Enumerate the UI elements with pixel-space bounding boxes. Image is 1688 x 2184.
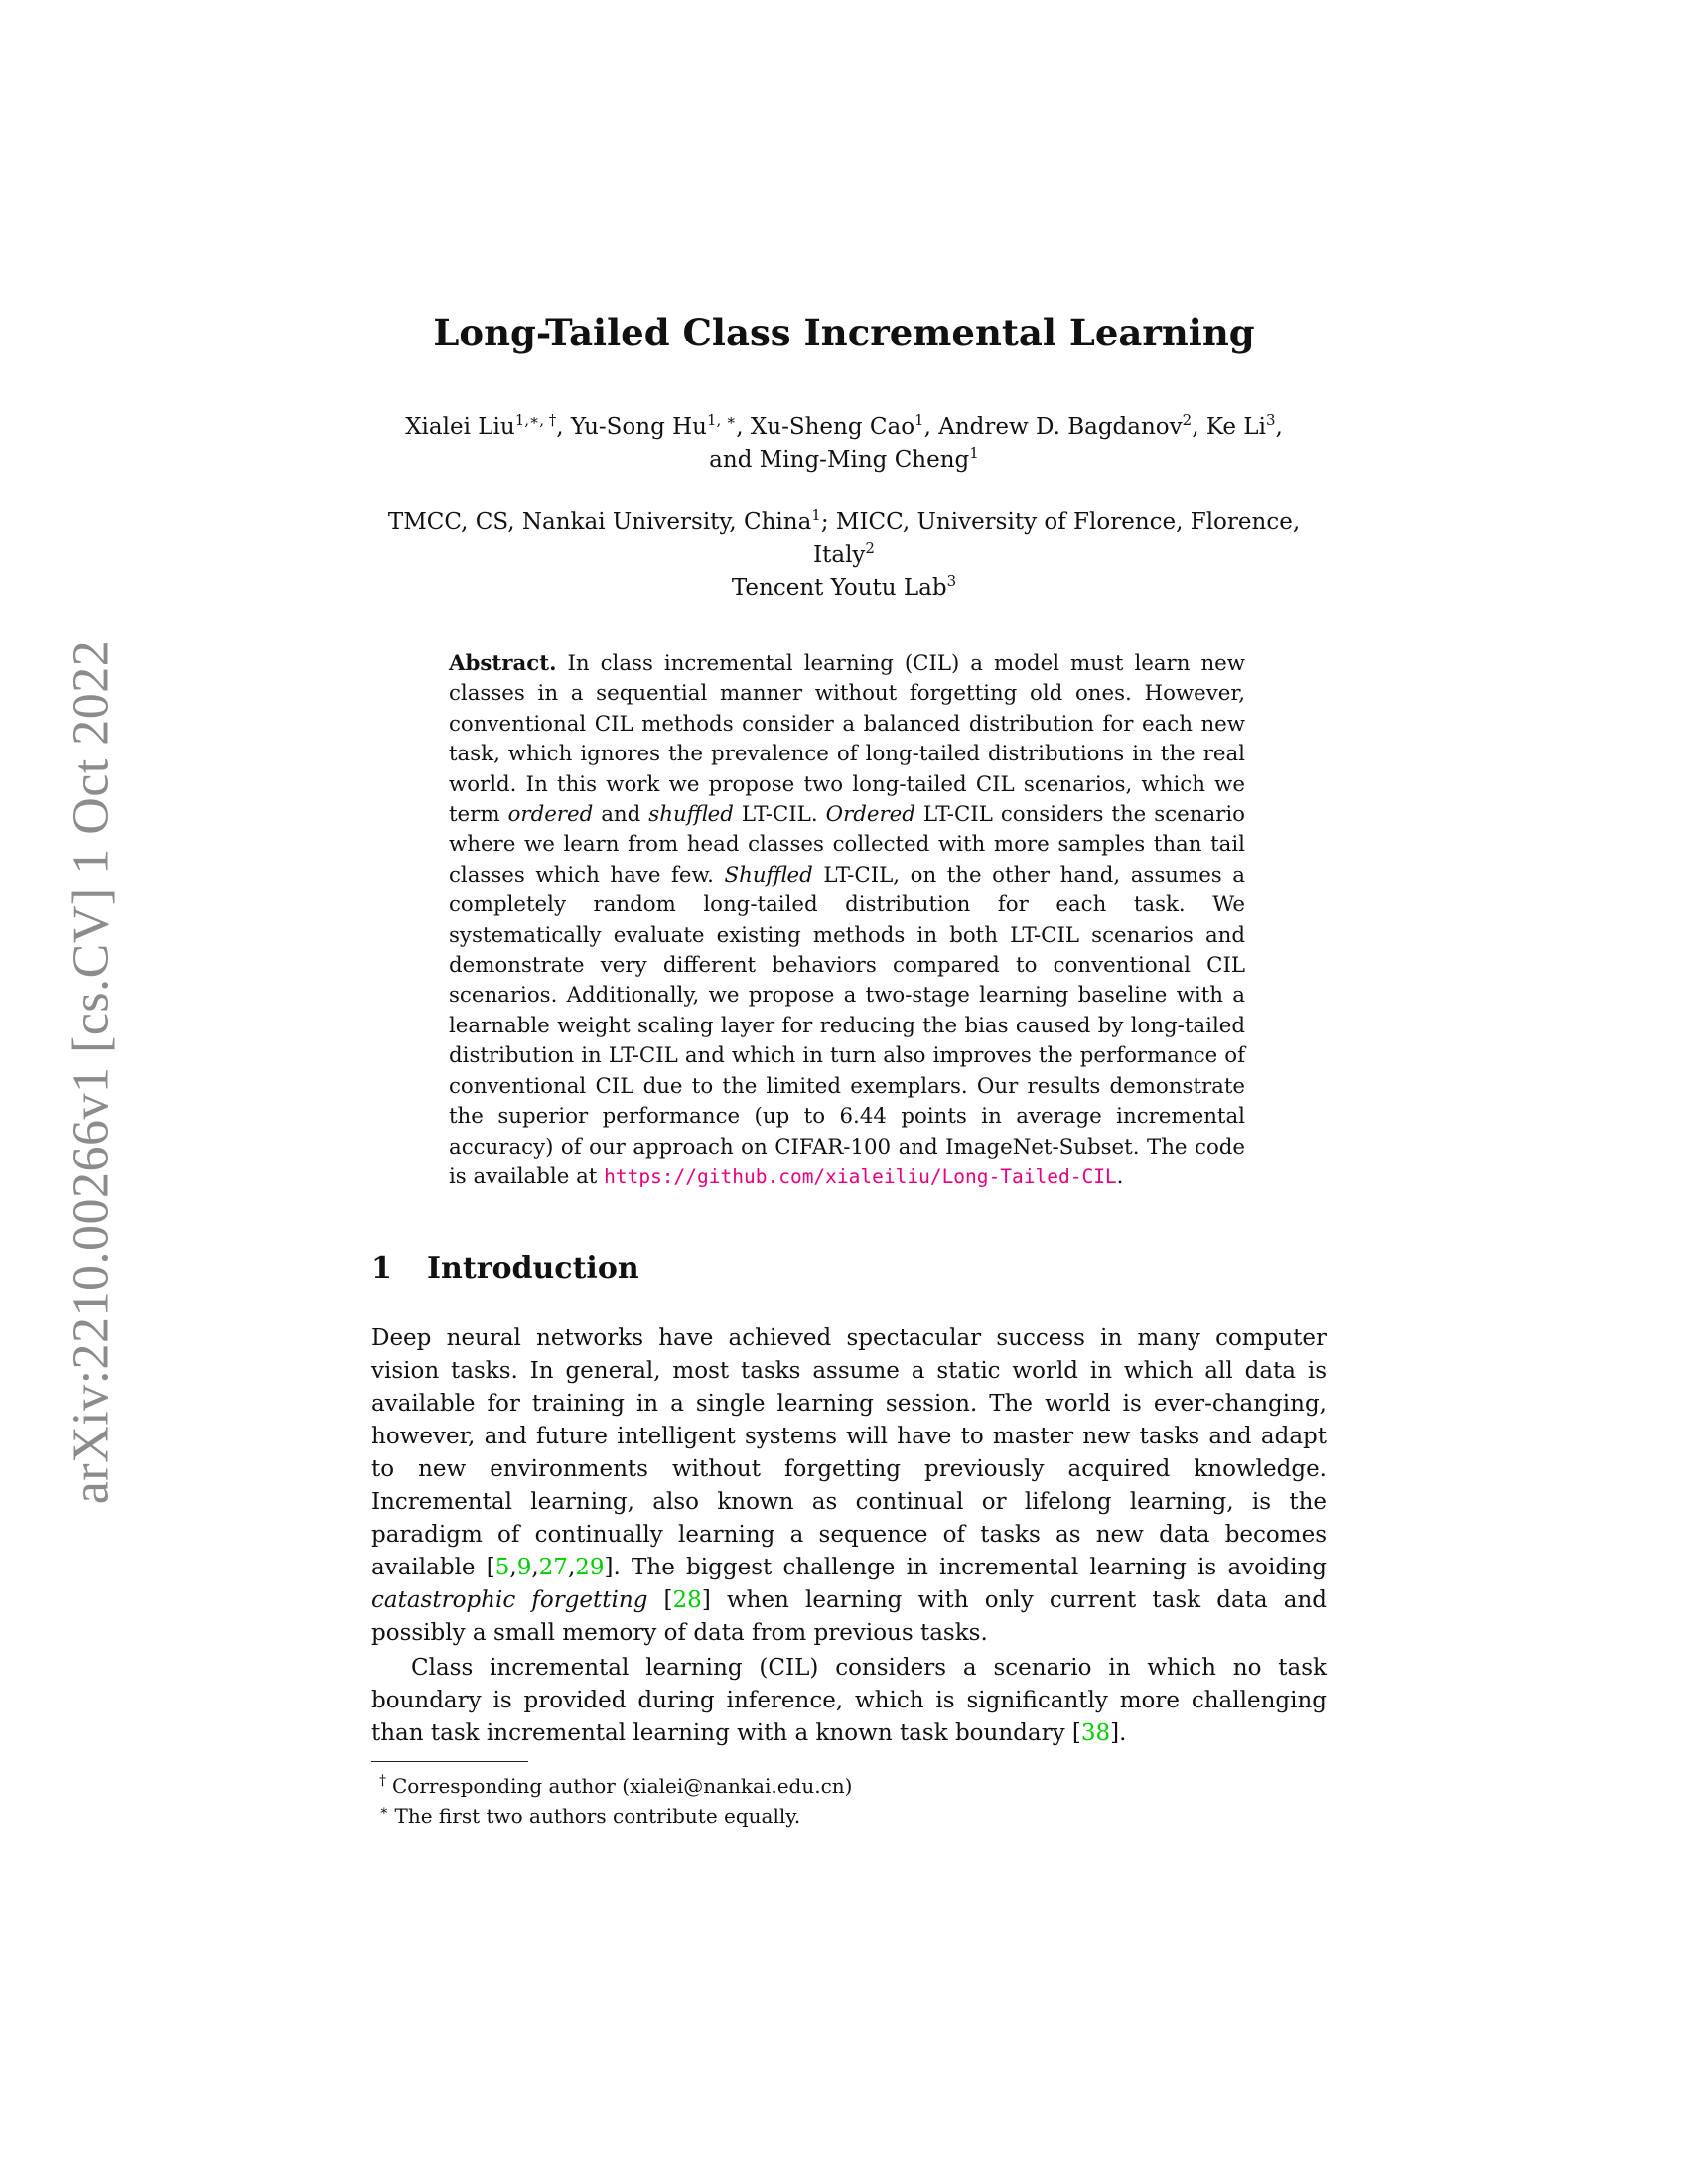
abstract-text: .: [1116, 1163, 1124, 1189]
affiliation-mark: 2: [865, 539, 875, 557]
affiliation-text: Tencent Youtu Lab: [731, 575, 947, 601]
author-name: Andrew D. Bagdanov: [938, 414, 1183, 440]
citation-link[interactable]: 27: [538, 1555, 568, 1580]
citation-link[interactable]: 9: [516, 1555, 532, 1580]
footnotes: [379, 1771, 1313, 1831]
abstract-text: and: [593, 802, 649, 828]
intro-paragraph-2: [371, 1652, 1327, 1750]
footnote-text: Corresponding author (xialei@nankai.edu.cn): [392, 1774, 853, 1798]
citation-link[interactable]: 29: [575, 1555, 605, 1580]
arxiv-identifier-stamp: arXiv:2210.00266v1 [cs.CV] 1 Oct 2022: [63, 639, 120, 1505]
footnote-text: The first two authors contribute equally.: [394, 1804, 801, 1828]
author-affiliation-mark: 1: [969, 444, 979, 462]
footnote-corresponding-author: [379, 1771, 1313, 1801]
abstract-emphasis: Ordered: [825, 802, 915, 828]
author-list: Xialei Liu$^{1,∗, \dagger}$, Yu-Song $Hu^{1, ∗}$, Xu-Sheng Cao$^1$, Andrew D. Bagdanov$^2$, Ke Li$^3$, and Ming-Ming Cheng$^1$: [405, 411, 1283, 473]
author-affiliation-mark: 2: [1182, 411, 1193, 429]
author-name: Ke Li: [1205, 414, 1266, 440]
footnote-equal-contribution: [379, 1801, 1313, 1831]
author-name: Xu-Sheng Cao: [750, 414, 915, 440]
author-affiliation-mark: 1, ∗: [706, 411, 737, 429]
abstract-emphasis: ordered: [507, 802, 594, 828]
citation-link[interactable]: 5: [494, 1555, 510, 1580]
abstract-text: LT-CIL considers the scenario where we learn from head classes collected with more samples than tail classes which have few.: [449, 802, 1245, 887]
abstract-emphasis: Shuffled: [724, 862, 813, 887]
abstract-emphasis: shuffled: [648, 802, 734, 828]
abstract-label: Abstract.: [449, 651, 557, 676]
body-text: ].: [1110, 1720, 1127, 1746]
author-name: Xialei Liu: [405, 414, 515, 440]
intro-paragraph-1: [371, 1322, 1327, 1650]
abstract-text: In class incremental learning (CIL) a model must learn new classes in a sequential manner without forgetting old ones. However, conventional CIL methods consider a balanced distribution for each new task, which ignores the prevalence of long-tailed distributions in the real world. In this work we propose two long-tailed CIL scenarios, which we term: [449, 651, 1245, 828]
author-affiliation-mark: 1,∗, †: [514, 411, 557, 429]
affiliation-text: TMCC, CS, Nankai University, China: [387, 509, 812, 535]
citation-separator: ,: [509, 1555, 517, 1580]
citation-separator: ,: [567, 1555, 576, 1580]
author-name: Yu-Song Hu: [570, 414, 707, 440]
section-title: Introduction: [427, 1251, 639, 1286]
section-heading-introduction: [371, 1249, 639, 1289]
body-text: ] when learning with only current task data and possibly a small memory of data from previous tasks.: [371, 1587, 1327, 1646]
footnote-divider: [371, 1761, 528, 1762]
citation-separator: ,: [531, 1555, 539, 1580]
section-number: 1: [371, 1251, 392, 1286]
body-text: [: [647, 1587, 673, 1613]
code-repository-link[interactable]: https://github.com/xialeiliu/Long-Tailed-CIL: [604, 1164, 1117, 1188]
paper-title: Long-Tailed Class Incremental Learning: [433, 311, 1255, 354]
citation-link[interactable]: 28: [672, 1587, 702, 1613]
author-affiliation-mark: 3: [1265, 411, 1276, 429]
footnote-mark: ∗: [379, 1803, 389, 1819]
author-name: and Ming-Ming Cheng: [709, 447, 970, 473]
affiliation-mark: 1: [811, 506, 821, 524]
footnote-mark: †: [379, 1773, 386, 1789]
abstract: [449, 649, 1245, 1192]
abstract-text: LT-CIL, on the other hand, assumes a completely random long-tailed distribution for each task. We systematically evaluate existing methods in both LT-CIL scenarios and demonstrate very different behaviors compared to conventional CIL scenarios. Additionally, we propose a two-stage learning baseline with a learnable weight scaling layer for reducing the bias caused by long-tailed distribution in LT-CIL and which in turn also improves the performance of conventional CIL due to the limited exemplars. Our results demonstrate the superior performance (up to 6.44 points in average incremental accuracy) of our approach on CIFAR-100 and ImageNet-Subset. The code is available at: [449, 862, 1246, 1189]
affiliation-text: ; MICC, University of Florence, Florence, Italy: [813, 509, 1301, 568]
body-text: ]. The biggest challenge in incremental learning is avoiding: [604, 1555, 1327, 1580]
citation-link[interactable]: 38: [1080, 1720, 1111, 1746]
body-emphasis: catastrophic forgetting: [371, 1587, 648, 1613]
affiliation-mark: 3: [946, 572, 957, 590]
body-text: Class incremental learning (CIL) considers a scenario in which no task boundary is provided during inference, which is significantly more challenging than task incremental learning with a known task boundary [: [371, 1655, 1327, 1746]
author-affiliation-mark: 1: [914, 411, 924, 429]
abstract-text: LT-CIL.: [733, 802, 826, 828]
affiliations: [357, 506, 1331, 605]
body-text: Deep neural networks have achieved spectacular success in many computer vision tasks. In general, most tasks assume a static world in which all data is available for training in a single learning session. The world is ever-changing, however, and future intelligent systems will have to master new tasks and adapt to new environments without forgetting previously acquired knowledge. Incremental learning, also known as continual or lifelong learning, is the paradigm of continually learning a sequence of tasks as new data becomes available [: [371, 1325, 1327, 1580]
